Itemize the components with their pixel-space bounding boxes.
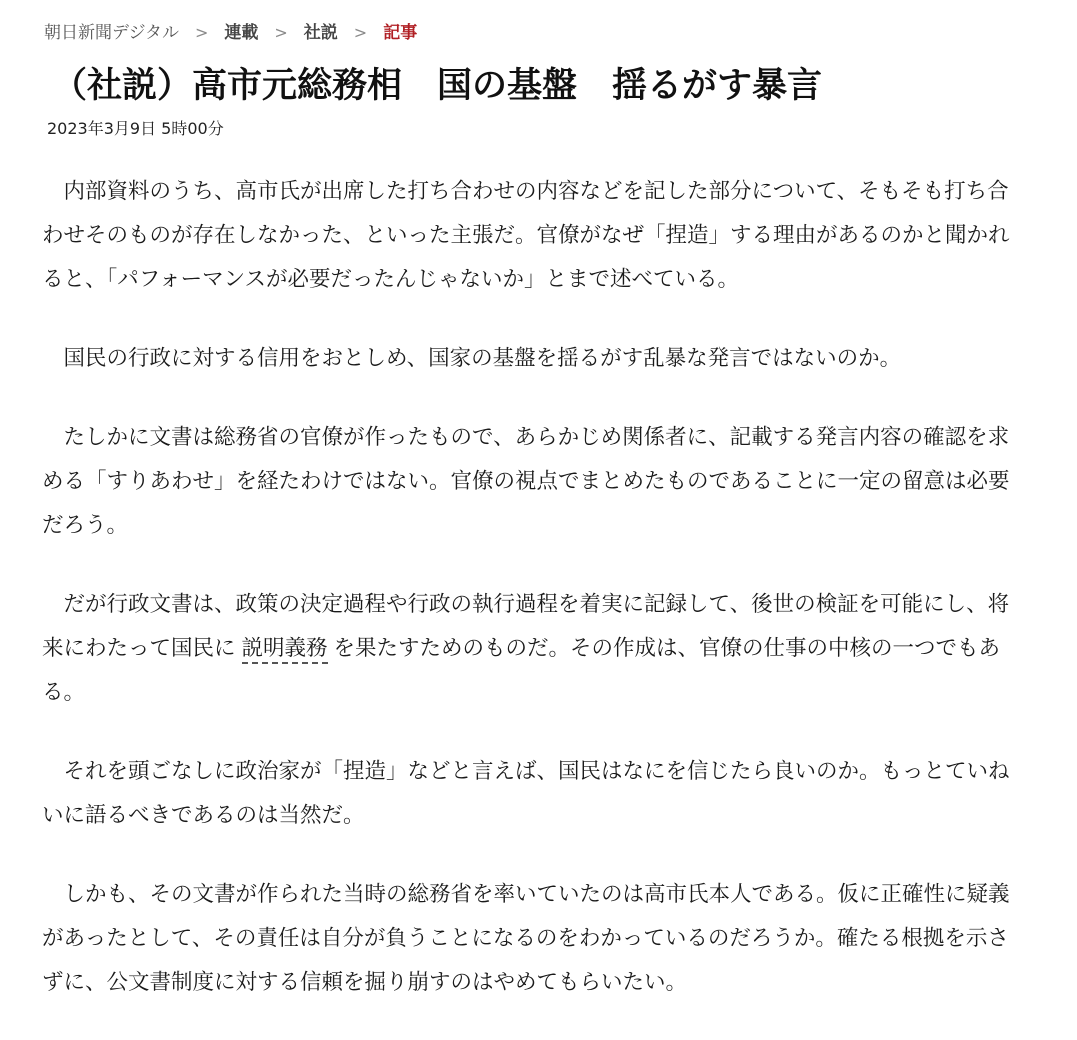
paragraph-text: を果たすためのものだ。その作成は、官僚の仕事の中核の一つでもある。 [42,636,1001,705]
article-date: 2023年3月9日 5時00分 [47,119,224,138]
article-paragraph: たしかに文書は総務省の官僚が作ったもので、あらかじめ関係者に、記載する発言内容の確認を求める「すりあわせ」を経たわけではない。官僚の視点でまとめたものであることに一定の留意は必要だろう。 [42,425,1010,538]
breadcrumb-home-link[interactable]: 朝日新聞デジタル [44,23,179,43]
breadcrumb-separator: > [353,23,368,42]
article-paragraph [42,583,1030,715]
breadcrumb-current-article: 記事 [383,23,418,43]
article-paragraph: しかも、その文書が作られた当時の総務省を率いていたのは高市氏本人である。仮に正確性に疑義があったとして、その責任は自分が負うことになるのをわかっているのだろうか。確たる根拠を示さずに、公文書制度に対する信頼を掘り崩すのはやめてもらいたい。 [42,882,1010,995]
article-paragraph: 国民の行政に対する信用をおとしめ、国家の基盤を揺るがす乱暴な発言ではないのか。 [63,346,902,371]
paragraph-text: だが行政文書は、政策の決定過程や行政の執行過程を着実に記録して、後世の検証を可能にし、将来にわたって国民に [42,592,1010,661]
breadcrumb-separator: > [274,23,288,42]
glossary-term-link[interactable]: 説明義務 [242,636,328,664]
article-paragraph: それを頭ごなしに政治家が「捏造」などと言えば、国民はなにを信じたら良いのか。もっとていねいに語るべきであるのは当然だ。 [42,759,1010,828]
breadcrumb-series-link[interactable]: 連載 [224,23,259,43]
article-body [42,170,1030,1040]
breadcrumb-editorial-link[interactable]: 社説 [303,23,338,43]
breadcrumb-separator: > [194,23,209,42]
breadcrumb [44,20,417,46]
article-paragraph: 内部資料のうち、高市氏が出席した打ち合わせの内容などを記した部分について、そもそも打ち合わせそのものが存在しなかった、といった主張だ。官僚がなぜ「捏造」する理由があるのかと聞かれると、「パフォーマンスが必要だったんじゃないか」とまで述べている。 [42,179,1010,292]
article-title: （社説）高市元総務相 国の基盤 揺るがす暴言 [52,66,823,106]
